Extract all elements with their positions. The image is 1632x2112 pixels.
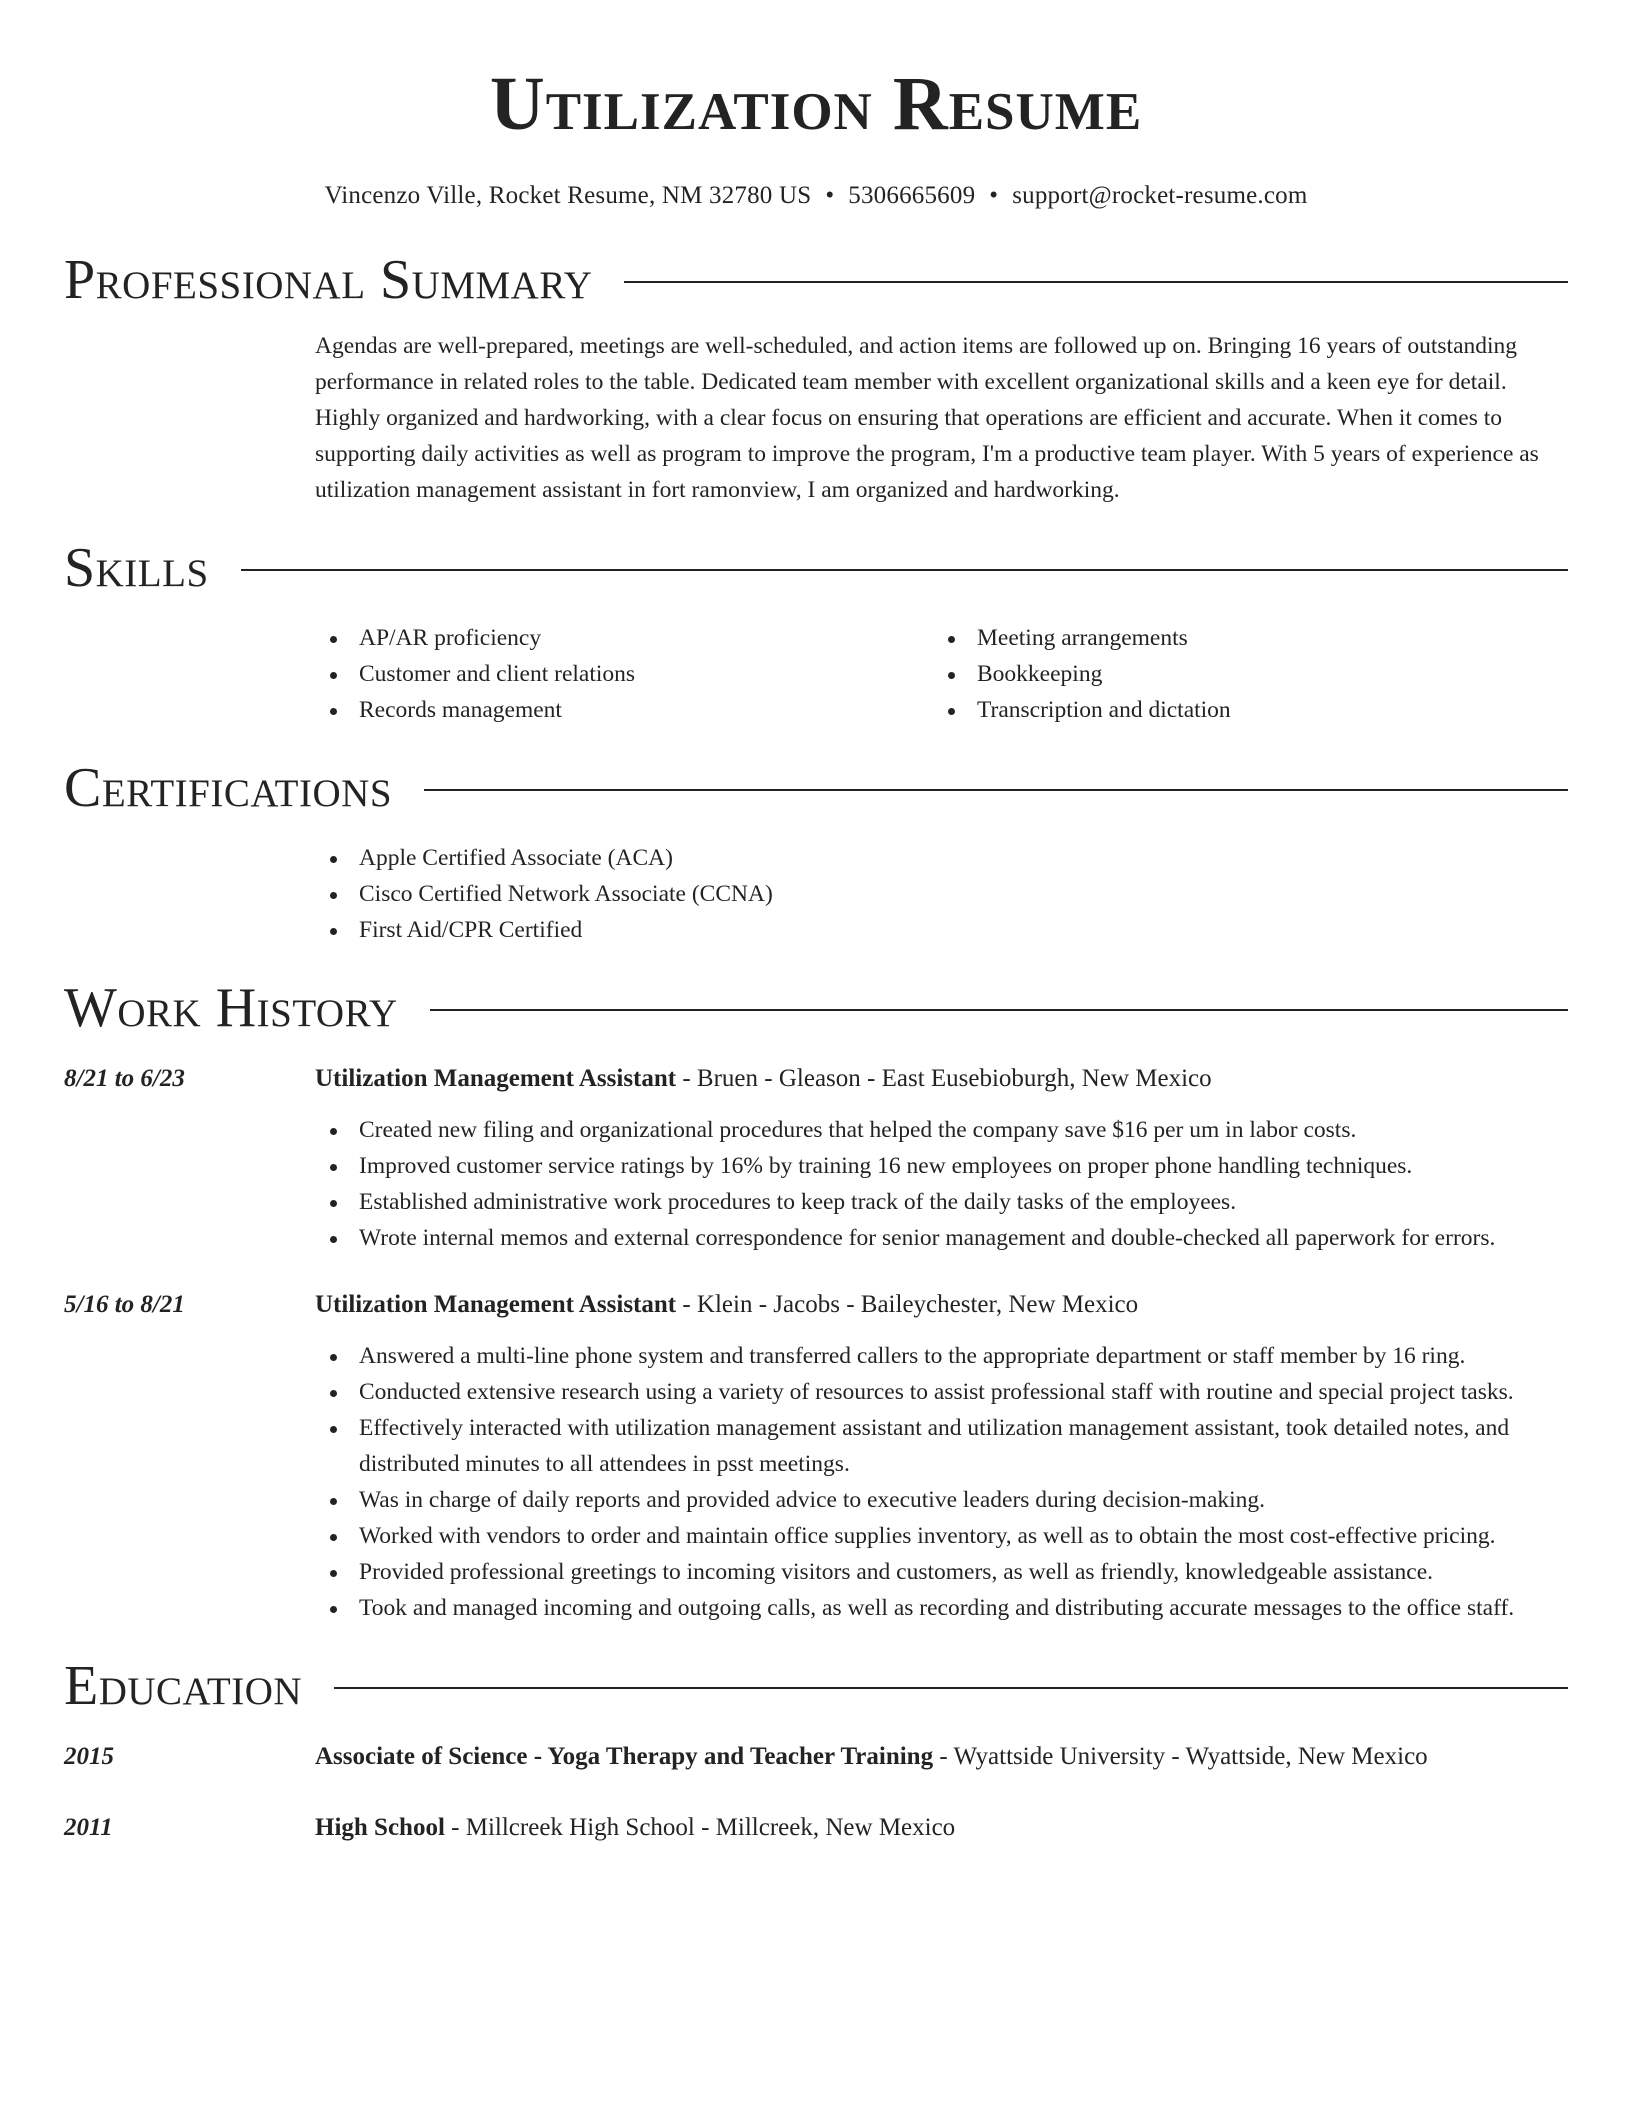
duty-item: Effectively interacted with utilization management assistant and utilization management assistant, took detailed notes, and distributed minutes to all attendees in psst meetings. — [315, 1410, 1568, 1482]
section-divider — [430, 1009, 1568, 1011]
duty-item: Provided professional greetings to incoming visitors and customers, as well as friendly, knowledgeable assistance. — [315, 1554, 1568, 1590]
skill-item: Transcription and dictation — [933, 692, 1551, 728]
job-title: Utilization Management Assistant — [315, 1065, 677, 1092]
skills-column-left — [315, 620, 933, 728]
education-section-header — [64, 1654, 1568, 1718]
duty-item: Established administrative work procedures to keep track of the daily tasks of the employees. — [315, 1184, 1568, 1220]
duty-item: Took and managed incoming and outgoing calls, as well as recording and distributing accurate messages to the office staff. — [315, 1590, 1568, 1626]
summary-heading: Professional Summary — [64, 249, 593, 311]
skills-section-header — [64, 536, 1568, 600]
certifications-section-header — [64, 756, 1568, 820]
job-title-line — [315, 1286, 1138, 1324]
job-dates: 5/16 to 8/21 — [64, 1291, 185, 1318]
education-school: - Wyattside University - Wyattside, New Mexico — [933, 1743, 1428, 1770]
education-degree: Associate of Science - Yoga Therapy and Teacher Training — [315, 1743, 934, 1770]
job-duties — [315, 1112, 1568, 1256]
job-entry — [64, 1060, 1568, 1256]
duty-item: Worked with vendors to order and maintain office supplies inventory, as well as to obtain the most cost-effective pricing. — [315, 1518, 1568, 1554]
certification-item: Apple Certified Associate (ACA) — [315, 840, 1568, 876]
summary-section-header — [64, 248, 1568, 312]
job-header — [64, 1060, 1568, 1098]
summary-text: Agendas are well-prepared, meetings are well-scheduled, and action items are followed up on. Bringing 16 years of outstanding performance in related roles to the table. Dedicated team member with excellent organizational skills and a keen eye for detail. Highly organized and hardworking, with a clear focus on ensuring that operations are efficient and accurate. When it comes to supporting daily activities as well as program to improve the program, I'm a productive team player. With 5 years of experience as utilization management assistant in fort ramonview, I am organized and hardworking. — [315, 333, 1539, 503]
education-degree: High School — [315, 1814, 445, 1841]
job-title-line — [315, 1060, 1212, 1098]
resume-title: Utilization Resume — [489, 62, 1143, 146]
skills-heading: Skills — [64, 537, 209, 599]
education-year: 2011 — [64, 1814, 113, 1841]
duty-item: Was in charge of daily reports and provided advice to executive leaders during decision-making. — [315, 1482, 1568, 1518]
certifications-heading: Certifications — [64, 757, 393, 819]
job-duties — [315, 1338, 1568, 1626]
certifications-list — [315, 840, 1568, 948]
job-employer: - Klein - Jacobs - Baileychester, New Mexico — [676, 1291, 1139, 1318]
certification-item: Cisco Certified Network Associate (CCNA) — [315, 876, 1568, 912]
contact-phone: 5306665609 — [848, 182, 976, 209]
duty-item: Answered a multi-line phone system and transferred callers to the appropriate department or staff member by 16 ring. — [315, 1338, 1568, 1374]
education-year: 2015 — [64, 1743, 114, 1770]
section-divider — [624, 281, 1568, 283]
job-header — [64, 1286, 1568, 1324]
skills-grid — [315, 620, 1568, 728]
section-divider — [424, 789, 1568, 791]
job-employer: - Bruen - Gleason - East Eusebioburgh, New Mexico — [676, 1065, 1212, 1092]
job-dates: 8/21 to 6/23 — [64, 1065, 185, 1092]
skill-item: Bookkeeping — [933, 656, 1551, 692]
job-entry — [64, 1286, 1568, 1626]
education-line — [315, 1809, 955, 1847]
duty-item: Created new filing and organizational procedures that helped the company save $16 per um in labor costs. — [315, 1112, 1568, 1148]
job-title: Utilization Management Assistant — [315, 1291, 677, 1318]
skill-item: Records management — [315, 692, 933, 728]
skill-item: Customer and client relations — [315, 656, 933, 692]
education-heading: Education — [64, 1655, 303, 1717]
duty-item: Wrote internal memos and external correspondence for senior management and double-checked all paperwork for errors. — [315, 1220, 1568, 1256]
education-entry — [64, 1809, 1568, 1847]
education-line — [315, 1738, 1428, 1776]
duty-item: Conducted extensive research using a variety of resources to assist professional staff with routine and special project tasks. — [315, 1374, 1568, 1410]
certification-item: First Aid/CPR Certified — [315, 912, 1568, 948]
skill-item: AP/AR proficiency — [315, 620, 933, 656]
section-divider — [241, 569, 1568, 571]
skill-item: Meeting arrangements — [933, 620, 1551, 656]
section-divider — [334, 1687, 1568, 1689]
contact-email: support@rocket-resume.com — [1012, 182, 1308, 209]
work-history-heading: Work History — [64, 977, 398, 1039]
skills-column-right — [933, 620, 1551, 728]
work-history-section-header — [64, 976, 1568, 1040]
contact-address: Vincenzo Ville, Rocket Resume, NM 32780 US — [324, 182, 812, 209]
contact-separator: • — [825, 182, 835, 209]
education-school: - Millcreek High School - Millcreek, New Mexico — [444, 1814, 956, 1841]
duty-item: Improved customer service ratings by 16% by training 16 new employees on proper phone handling techniques. — [315, 1148, 1568, 1184]
contact-line — [64, 178, 1568, 214]
contact-separator: • — [989, 182, 999, 209]
education-entry — [64, 1738, 1568, 1776]
